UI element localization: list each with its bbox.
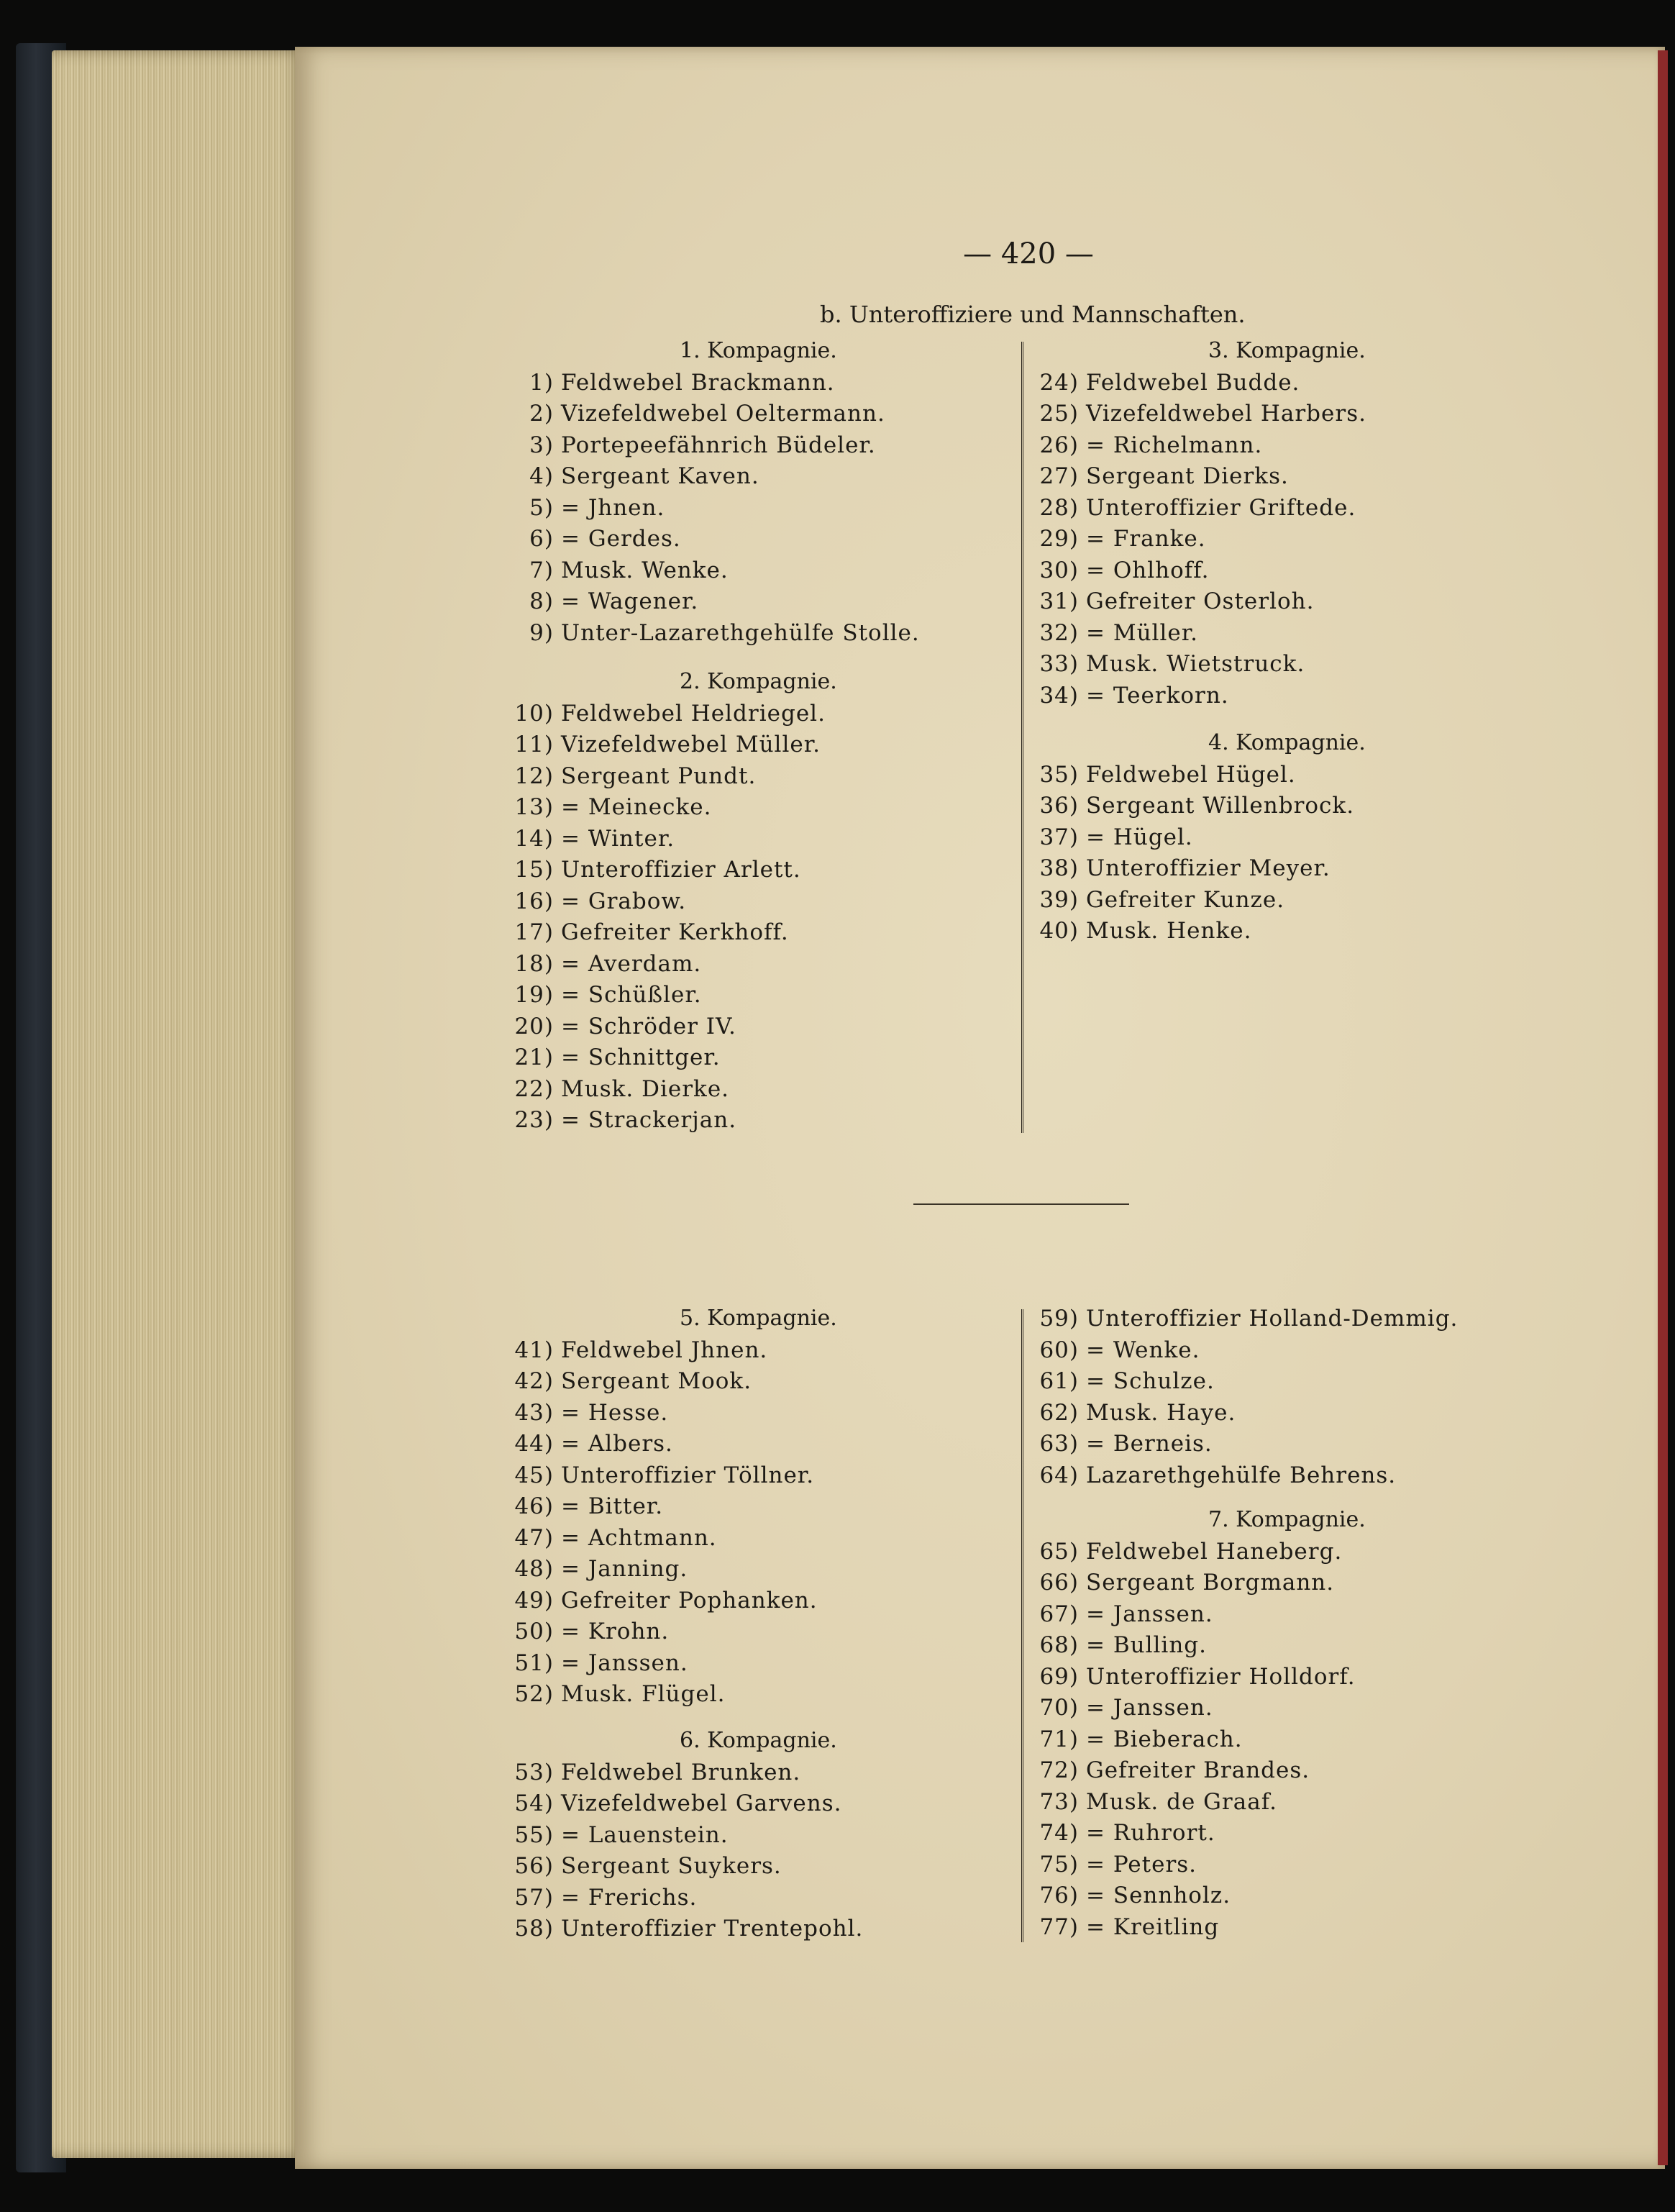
entry-name: = Lauenstein. [561,1821,729,1848]
entry-name: Feldwebel Heldriegel. [561,700,826,727]
entry-number: 33) [1039,651,1079,677]
company-heading: 4. Kompagnie. [1208,730,1366,755]
roster-entry [503,888,686,914]
entry-number: 4) [529,463,554,489]
entry-name: Vizefeldwebel Harbers. [1086,401,1366,427]
entry-name: = Berneis. [1086,1431,1213,1457]
roster-entry [503,1431,673,1457]
roster-entry [1028,1757,1310,1783]
entry-name: Feldwebel Budde. [1086,369,1300,396]
entry-number: 45) [514,1462,554,1488]
entry-name: = Hesse. [561,1399,669,1426]
entry-number: 55) [514,1821,554,1848]
entry-number: 42) [514,1368,554,1394]
roster-entry [1028,1632,1207,1658]
entry-number: 68) [1039,1632,1079,1658]
entry-number: 12) [514,763,554,789]
entry-name: = Schröder IV. [561,1013,736,1039]
roster-entry [1028,1462,1396,1488]
entry-number: 32) [1039,619,1079,646]
entry-number: 38) [1039,855,1079,881]
entry-number: 65) [1039,1538,1079,1565]
company-heading: 2. Kompagnie. [680,669,837,694]
entry-name: = Schulze. [1086,1368,1215,1394]
roster-entry [503,1681,725,1707]
entry-name: Portepeefähnrich Büdeler. [561,432,876,458]
roster-entry [1028,495,1356,521]
entry-number: 49) [514,1587,554,1614]
entry-name: = Strackerjan. [561,1107,737,1133]
roster-entry [503,1650,688,1676]
roster-entry [503,1588,818,1614]
entry-number: 63) [1039,1431,1079,1457]
roster-entry [503,1014,736,1039]
entry-name: = Franke. [1086,526,1206,552]
entry-number: 64) [1039,1462,1079,1488]
roster-entry [1028,1306,1458,1332]
entry-name: = Bulling. [1086,1632,1207,1658]
entry-name: Vizefeldwebel Garvens. [561,1790,842,1816]
entry-name: = Janssen. [561,1649,688,1676]
roster-entry [1028,1400,1236,1426]
roster-entry [503,732,821,757]
entry-number: 46) [514,1493,554,1519]
entry-name: = Ohlhoff. [1086,557,1210,583]
entry-number: 59) [1039,1306,1079,1332]
entry-name: Gefreiter Kunze. [1086,886,1285,913]
roster-entry [503,1107,736,1133]
roster-entry [1028,793,1354,819]
entry-name: Sergeant Mook. [561,1368,752,1394]
entry-number: 14) [514,825,554,852]
entry-name: = Wagener. [561,588,699,614]
entry-number: 61) [1039,1368,1079,1394]
entry-number: 26) [1039,432,1079,458]
entry-name: Lazarethgehülfe Behrens. [1086,1462,1397,1488]
entry-number: 77) [1039,1913,1079,1940]
roster-entry [503,1619,669,1644]
entry-number: 54) [514,1790,554,1816]
entry-number: 5) [529,494,554,521]
entry-number: 66) [1039,1570,1079,1596]
entry-number: 30) [1039,557,1079,583]
column-divider-top [1021,342,1023,1133]
entry-number: 34) [1039,682,1079,709]
entry-name: = Peters. [1086,1851,1197,1878]
roster-entry [1028,855,1331,881]
roster-entry [1028,1789,1277,1815]
entry-name: Feldwebel Haneberg. [1086,1538,1343,1565]
section-separator [913,1203,1129,1205]
entry-name: = Janssen. [1086,1601,1213,1627]
roster-entry [503,1790,842,1816]
roster-entry [1028,1914,1219,1940]
roster-entry [503,1400,668,1426]
entry-name: = Wenke. [1086,1337,1200,1363]
entry-number: 25) [1039,401,1079,427]
roster-entry [503,1885,697,1911]
entry-name: Musk. Wenke. [561,557,729,583]
entry-number: 57) [514,1884,554,1911]
roster-entry [1028,620,1198,646]
entry-name: Feldwebel Jhnen. [561,1337,768,1363]
entry-number: 29) [1039,526,1079,552]
roster-entry [1028,1852,1197,1878]
roster-entry [503,1493,663,1519]
entry-number: 73) [1039,1788,1079,1815]
entry-number: 31) [1039,588,1079,614]
entry-name: = Sennholz. [1086,1883,1231,1908]
roster-entry [503,1760,800,1785]
entry-number: 67) [1039,1601,1079,1627]
entry-number: 11) [514,732,554,757]
roster-entry [1028,651,1305,677]
company-heading: 3. Kompagnie. [1208,338,1366,363]
roster-entry [503,919,789,945]
entry-name: Musk. Haye. [1086,1399,1236,1426]
entry-number: 35) [1039,761,1079,788]
roster-entry [1028,401,1366,427]
entry-number: 24) [1039,369,1079,396]
roster-entry [1028,1883,1231,1908]
entry-number: 52) [514,1681,554,1707]
entry-number: 75) [1039,1851,1079,1878]
roster-entry [503,1916,863,1942]
book-page [295,47,1665,2169]
book-cover-edge [1658,50,1668,2165]
entry-number: 69) [1039,1663,1079,1690]
entry-number: 37) [1039,824,1079,850]
entry-name: Musk. Flügel. [561,1681,726,1707]
roster-entry [503,701,826,727]
entry-number: 3) [529,432,554,458]
entry-number: 53) [514,1759,554,1785]
roster-entry [1028,370,1300,396]
entry-name: Sergeant Willenbrock. [1086,793,1355,819]
roster-entry [503,526,681,552]
entry-number: 41) [514,1337,554,1363]
entry-number: 7) [529,557,554,583]
entry-name: Feldwebel Hügel. [1086,761,1296,788]
company-heading: 5. Kompagnie. [680,1306,837,1331]
roster-entry [1028,1695,1213,1721]
entry-number: 48) [514,1556,554,1582]
entry-name: = Jhnen. [561,494,665,521]
entry-number: 71) [1039,1726,1079,1752]
entry-number: 40) [1039,918,1079,944]
entry-number: 39) [1039,886,1079,913]
entry-number: 47) [514,1524,554,1551]
entry-number: 6) [529,526,554,552]
roster-entry [503,1044,721,1070]
entry-name: Vizefeldwebel Oeltermann. [561,401,885,427]
roster-entry [503,1462,814,1488]
section-heading: b. Unteroffiziere und Mannschaften. [820,301,1246,328]
company-heading: 1. Kompagnie. [680,338,837,363]
roster-entry [503,826,675,852]
entry-name: Feldwebel Brunken. [561,1759,801,1785]
roster-entry [1028,1337,1200,1363]
entry-number: 62) [1039,1399,1079,1426]
roster-entry [503,1853,782,1879]
roster-entry [503,1556,688,1582]
entry-name: Unteroffizier Meyer. [1086,855,1331,881]
page-number: — 420 — [963,237,1094,270]
entry-name: = Krohn. [561,1619,670,1644]
roster-entry [1028,887,1284,913]
entry-name: Gefreiter Pophanken. [561,1587,818,1614]
roster-entry [503,1525,717,1551]
entry-name: Sergeant Pundt. [561,763,757,789]
entry-name: = Achtmann. [561,1524,717,1551]
entry-name: = Hügel. [1086,824,1193,850]
entry-name: = Teerkorn. [1086,682,1229,709]
entry-name: = Meinecke. [561,794,712,820]
entry-name: = Frerichs. [561,1884,698,1911]
entry-name: = Bieberach. [1086,1726,1243,1752]
entry-number: 20) [514,1013,554,1039]
entry-name: Musk. Dierke. [561,1075,730,1102]
entry-number: 28) [1039,494,1079,521]
roster-entry [503,794,712,820]
roster-entry [503,1368,752,1394]
roster-entry [503,982,702,1008]
entry-name: = Ruhrort. [1086,1820,1215,1846]
entry-number: 2) [529,401,554,427]
roster-entry [503,463,759,489]
entry-number: 58) [514,1916,554,1942]
entry-number: 72) [1039,1757,1079,1783]
roster-entry [1028,1726,1243,1752]
roster-entry [1028,683,1229,709]
entry-number: 51) [514,1649,554,1676]
entry-number: 17) [514,919,554,945]
page-edges [52,50,307,2158]
entry-number: 10) [514,700,554,727]
roster-entry [503,370,835,396]
entry-name: = Schnittger. [561,1044,721,1070]
entry-number: 1) [529,369,554,396]
entry-number: 74) [1039,1820,1079,1846]
entry-number: 9) [529,619,554,646]
entry-number: 16) [514,888,554,914]
entry-name: Feldwebel Brackmann. [561,369,835,396]
roster-entry [1028,1368,1215,1394]
roster-entry [1028,1664,1356,1690]
entry-name: Unteroffizier Töllner. [561,1462,815,1488]
entry-name: Vizefeldwebel Müller. [561,732,821,757]
roster-entry [1028,526,1206,552]
roster-entry [503,495,665,521]
roster-entry [1028,1570,1334,1596]
entry-name: = Grabow. [561,888,687,914]
entry-name: = Kreitling [1086,1913,1220,1940]
entry-name: Unteroffizier Holland-Demmig. [1086,1306,1459,1332]
entry-number: 44) [514,1431,554,1457]
entry-number: 60) [1039,1337,1079,1363]
entry-name: Sergeant Suykers. [561,1853,782,1879]
entry-name: = Averdam. [561,950,702,977]
entry-name: Unteroffizier Arlett. [561,857,801,883]
entry-name: Sergeant Dierks. [1086,463,1289,489]
roster-entry [503,401,885,427]
entry-name: = Schüßler. [561,982,702,1008]
roster-entry [503,1337,767,1363]
entry-name: = Janssen. [1086,1695,1213,1721]
roster-entry [503,763,756,789]
roster-entry [503,1822,729,1848]
entry-name: Musk. Wietstruck. [1086,651,1305,677]
entry-name: Musk. de Graaf. [1086,1788,1277,1815]
entry-number: 21) [514,1044,554,1070]
entry-number: 70) [1039,1695,1079,1721]
roster-entry [503,620,920,646]
roster-entry [503,951,701,977]
entry-number: 23) [514,1107,554,1133]
entry-name: = Albers. [561,1431,673,1457]
entry-name: Sergeant Kaven. [561,463,759,489]
entry-name: = Richelmann. [1086,432,1263,458]
roster-entry [1028,588,1314,614]
roster-entry [1028,463,1289,489]
entry-number: 13) [514,794,554,820]
entry-number: 15) [514,857,554,883]
entry-name: = Müller. [1086,619,1198,646]
entry-name: Musk. Henke. [1086,918,1252,944]
entry-number: 43) [514,1399,554,1426]
entry-name: Gefreiter Brandes. [1086,1757,1310,1783]
entry-name: = Janning. [561,1556,688,1582]
roster-entry [503,857,801,883]
entry-name: Gefreiter Kerkhoff. [561,919,789,945]
roster-entry [1028,557,1209,583]
roster-entry [1028,1820,1215,1846]
roster-entry [1028,824,1193,850]
entry-name: Unter-Lazarethgehülfe Stolle. [561,619,920,646]
entry-number: 50) [514,1619,554,1644]
entry-name: = Gerdes. [561,526,681,552]
roster-entry [503,1076,729,1102]
entry-number: 8) [529,588,554,614]
entry-number: 76) [1039,1883,1079,1908]
roster-entry [503,588,698,614]
entry-number: 18) [514,950,554,977]
company-heading: 6. Kompagnie. [680,1728,837,1753]
entry-name: Unteroffizier Holldorf. [1086,1663,1356,1690]
entry-number: 36) [1039,793,1079,819]
roster-entry [1028,1431,1213,1457]
entry-name: = Winter. [561,825,675,852]
roster-entry [1028,918,1251,944]
entry-number: 19) [514,982,554,1008]
entry-number: 56) [514,1853,554,1879]
entry-number: 22) [514,1075,554,1102]
roster-entry [503,432,876,458]
entry-name: Unteroffizier Trentepohl. [561,1916,864,1942]
column-divider-bottom [1021,1309,1023,1942]
entry-number: 27) [1039,463,1079,489]
roster-entry [1028,432,1262,458]
roster-entry [1028,762,1296,788]
entry-name: Gefreiter Osterloh. [1086,588,1315,614]
roster-entry [1028,1539,1342,1565]
entry-name: = Bitter. [561,1493,664,1519]
company-heading: 7. Kompagnie. [1208,1507,1366,1532]
roster-entry [1028,1601,1213,1627]
entry-name: Sergeant Borgmann. [1086,1570,1335,1596]
entry-name: Unteroffizier Griftede. [1086,494,1356,521]
roster-entry [503,557,729,583]
